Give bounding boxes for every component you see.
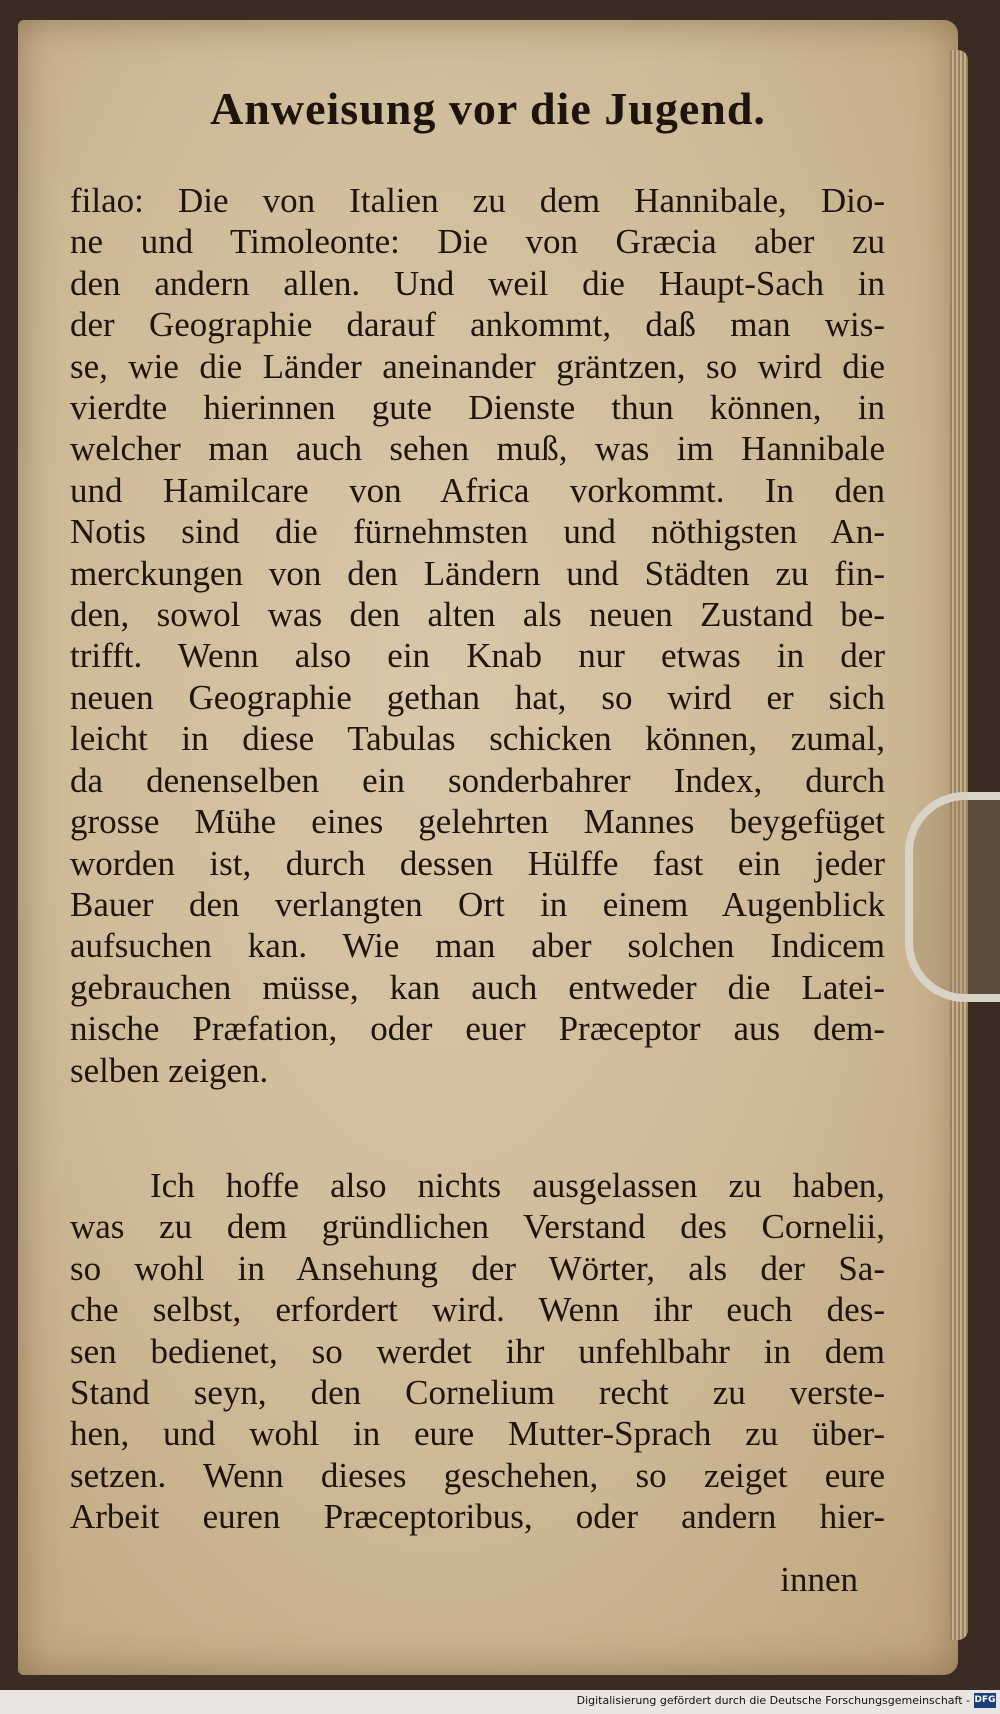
text-line: welcher man auch sehen muß, was im Hannibale bbox=[70, 429, 885, 469]
text-line: Bauer den verlangten Ort in einem Augenblick bbox=[70, 884, 885, 924]
text-line: ne und Timoleonte: Die von Græcia aber zu bbox=[70, 222, 885, 262]
text-line: selben zeigen. bbox=[70, 1050, 269, 1090]
text-line: Notis sind die fürnehmsten und nöthigsten An- bbox=[70, 512, 885, 552]
text-line: Ich hoffe also nichts ausgelassen zu haben, bbox=[150, 1165, 885, 1205]
text-line: da denenselben ein sonderbahrer Index, durch bbox=[70, 760, 885, 800]
text-line: setzen. Wenn dieses geschehen, so zeiget eure bbox=[70, 1455, 885, 1495]
text-line: hen, und wohl in eure Mutter-Sprach zu über- bbox=[70, 1414, 885, 1454]
text-line: se, wie die Länder aneinander gräntzen, so wird die bbox=[70, 346, 885, 386]
text-line: sen bedienet, so werdet ihr unfehlbahr in dem bbox=[70, 1331, 885, 1371]
text-line: Arbeit euren Præceptoribus, oder andern hier- bbox=[70, 1497, 885, 1537]
page-clip bbox=[905, 792, 1000, 1002]
text-line: und Hamilcare von Africa vorkommt. In den bbox=[70, 470, 885, 510]
text-line: worden ist, durch dessen Hülffe fast ein jeder bbox=[70, 843, 885, 883]
text-line: neuen Geographie gethan hat, so wird er sich bbox=[70, 677, 885, 717]
text-line: che selbst, erfordert wird. Wenn ihr euch des- bbox=[70, 1290, 885, 1330]
text-line: der Geographie darauf ankommt, daß man wis- bbox=[70, 305, 885, 345]
text-line: merckungen von den Ländern und Städten zu fin- bbox=[70, 553, 885, 593]
dfg-logo: DFG bbox=[974, 1693, 996, 1708]
text-line: filao: Die von Italien zu dem Hannibale, Dio- bbox=[70, 181, 885, 220]
text-line: nische Præfation, oder euer Præceptor aus dem- bbox=[70, 1009, 885, 1049]
text-line: Stand seyn, den Cornelium recht zu verste- bbox=[70, 1372, 885, 1412]
text-line: gebrauchen müsse, kan auch entweder die Latei- bbox=[70, 967, 885, 1007]
body-text bbox=[70, 180, 885, 1538]
paragraph-gap bbox=[70, 1091, 885, 1165]
running-head: Anweisung vor die Jugend. bbox=[210, 83, 766, 134]
text-line: aufsuchen kan. Wie man aber solchen Indicem bbox=[70, 926, 885, 966]
footer-credit: Digitalisierung gefördert durch die Deutsche Forschungsgemeinschaft - bbox=[576, 1694, 970, 1707]
text-line: vierdte hierinnen gute Dienste thun können, in bbox=[70, 388, 885, 428]
text-line: was zu dem gründlichen Verstand des Cornelii, bbox=[70, 1207, 885, 1247]
text-line: den, sowol was den alten als neuen Zustand be- bbox=[70, 595, 885, 635]
text-line: so wohl in Ansehung der Wörter, als der Sa- bbox=[70, 1248, 885, 1288]
text-line: den andern allen. Und weil die Haupt-Sach in bbox=[70, 263, 885, 303]
text-line: leicht in diese Tabulas schicken können, zumal, bbox=[70, 719, 885, 759]
text-line: trifft. Wenn also ein Knab nur etwas in der bbox=[70, 636, 885, 676]
book-page bbox=[18, 20, 958, 1675]
text-line: grosse Mühe eines gelehrten Mannes beygefüget bbox=[70, 802, 885, 842]
catchword: innen bbox=[780, 1560, 858, 1599]
